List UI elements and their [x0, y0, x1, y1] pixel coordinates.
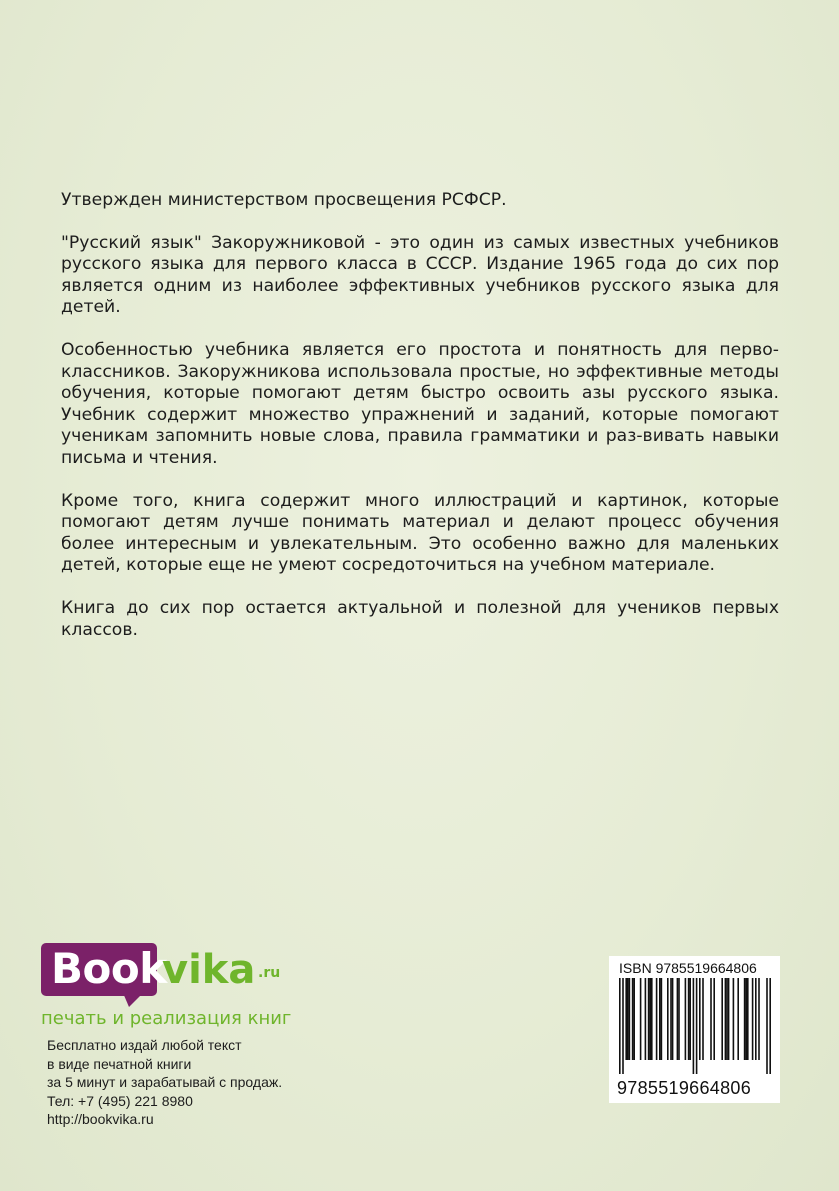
contact-line: Бесплатно издай любой текст — [47, 1037, 242, 1053]
logo-ru-text: .ru — [258, 965, 281, 981]
contact-phone: Тел: +7 (495) 221 8980 — [47, 1092, 193, 1109]
barcode-bar — [632, 978, 634, 1060]
barcode-digits: 9785519664806 — [617, 1078, 752, 1098]
barcode-bar — [627, 978, 629, 1060]
barcode-bar — [696, 978, 698, 1074]
logo-vika-text: vika — [162, 947, 256, 993]
description-paragraph: Особенностью учебника является его простота и понятность для перво-классников. Закоружникова использовала простые, но эффективные методы обучения, которые помогают детям быстро освоить азы русского языка. Учебник содержит множество упражнений и заданий, которые помогают ученикам запомнить новые слова, правила грамматики и раз-вивать навыки письма и чтения. — [61, 340, 779, 468]
barcode-bar — [752, 978, 754, 1060]
back-cover-description — [61, 190, 779, 663]
barcode-bar — [755, 978, 757, 1060]
barcode-bar — [758, 978, 760, 1060]
barcode-bar — [702, 978, 704, 1060]
approval-line: Утвержден министерством просвещения РСФСР. — [61, 190, 507, 210]
isbn-label: ISBN 9785519664806 — [619, 960, 757, 976]
barcode-bar — [667, 978, 669, 1060]
contact-url: http://bookvika.ru — [47, 1111, 154, 1128]
logo-book-text: Book — [51, 944, 167, 993]
barcode-bar — [659, 978, 661, 1060]
contact-line: за 5 минут и зарабатывай с продаж. — [47, 1074, 283, 1091]
barcode-bar — [619, 978, 621, 1074]
barcode-bar — [677, 978, 679, 1060]
barcode-bar — [661, 978, 663, 1060]
barcode-bar — [670, 978, 672, 1060]
barcode-bar — [651, 978, 653, 1060]
barcode-bar — [721, 978, 723, 1060]
barcode-bar — [713, 978, 715, 1060]
barcode-bar — [685, 978, 687, 1060]
barcode-bar — [728, 978, 730, 1060]
description-paragraph: Книга до сих пор остается актуальной и полезной для учеников первых классов. — [61, 598, 779, 640]
description-paragraph: "Русский язык" Закоружниковой - это один из самых известных учебников русского языка для первого класса в СССР. Издание 1965 года до сих пор является одним из наиболее эффективных учебников русского языка для детей. — [61, 232, 779, 317]
description-paragraph: Кроме того, книга содержит много иллюстраций и картинок, которые помогают детям лучше понимать материал и делают процесс обучения более интересным и увлекательным. Это особенно важно для маленьких детей, которые еще не умеют сосредоточиться на учебном материале. — [61, 490, 779, 575]
barcode-bar — [745, 978, 747, 1060]
isbn-barcode — [609, 956, 780, 1103]
barcode-bar — [672, 978, 674, 1060]
barcode-bar — [769, 978, 771, 1074]
barcode-bar — [640, 978, 642, 1060]
barcode-bar — [648, 978, 650, 1060]
barcode-bar — [733, 978, 735, 1060]
barcode-bar — [766, 978, 768, 1074]
barcode-bar — [625, 978, 627, 1060]
barcode-bar — [744, 978, 746, 1060]
publisher-contact — [47, 1036, 282, 1129]
barcode-bars — [609, 978, 780, 1080]
contact-line: в виде печатной книги — [47, 1055, 192, 1072]
barcode-bar — [622, 978, 624, 1074]
barcode-bar — [693, 978, 695, 1074]
publisher-tagline: печать и реализация книг — [41, 1008, 292, 1029]
barcode-bar — [678, 978, 680, 1060]
barcode-bar — [737, 978, 739, 1060]
barcode-bar — [629, 978, 631, 1060]
barcode-bar — [645, 978, 647, 1060]
barcode-bar — [656, 978, 658, 1060]
barcode-bar — [726, 978, 728, 1060]
barcode-bar — [689, 978, 691, 1060]
barcode-bar — [699, 978, 701, 1060]
barcode-bar — [649, 978, 651, 1060]
barcode-bar — [747, 978, 749, 1060]
barcode-bar — [688, 978, 690, 1060]
barcode-bar — [725, 978, 727, 1060]
logo-bubble-tail — [123, 993, 143, 1007]
barcode-bar — [633, 978, 635, 1060]
barcode-bar — [710, 978, 712, 1060]
